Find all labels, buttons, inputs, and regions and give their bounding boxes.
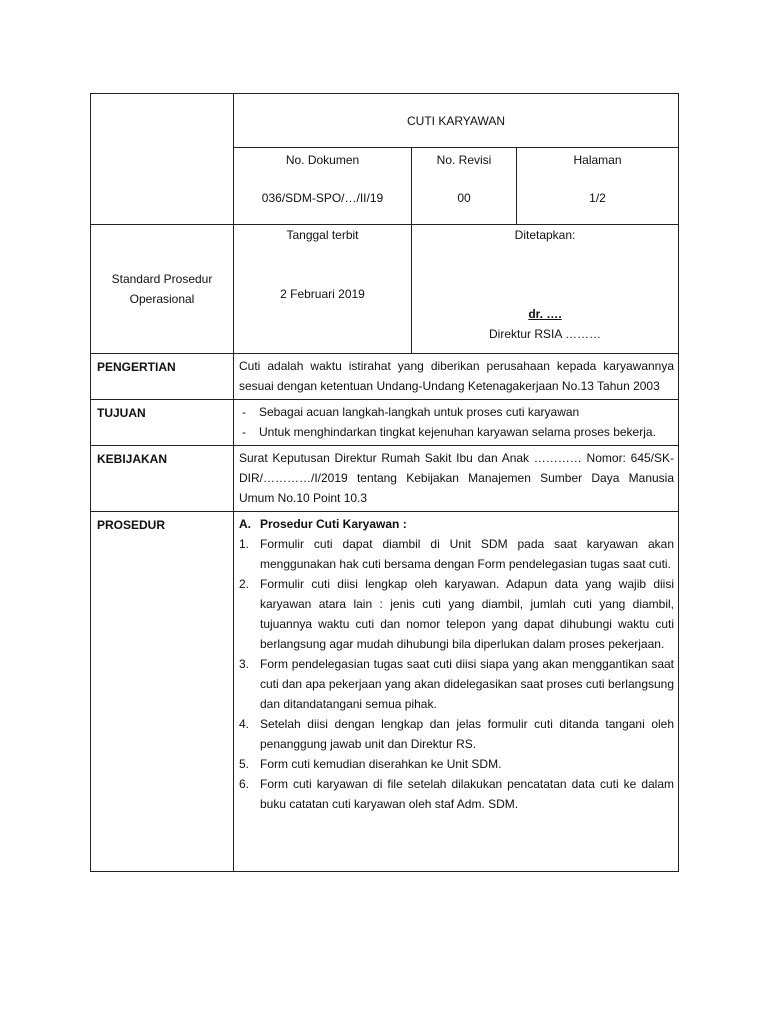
tujuan-item-1: Sebagai acuan langkah-langkah untuk proses cuti karyawan [259, 405, 580, 419]
step-number: 4. [239, 717, 250, 731]
signer-title: Direktur RSIA ……… [488, 327, 602, 341]
ditetapkan-cell [412, 225, 679, 354]
kebijakan-row [91, 446, 679, 512]
tujuan-row [91, 400, 679, 446]
pengertian-label: PENGERTIAN [91, 354, 234, 400]
no-dokumen-value: 036/SDM-SPO/…/II/19 [261, 191, 384, 205]
tujuan-list [234, 400, 679, 446]
sop-table [90, 93, 679, 872]
halaman-cell [517, 148, 679, 225]
list-item [239, 774, 674, 814]
logo-cell [91, 94, 234, 225]
tanggal-terbit-label: Tanggal terbit [286, 228, 359, 242]
halaman-label: Halaman [573, 153, 622, 167]
tanggal-terbit-cell [234, 225, 412, 354]
step-number: 2. [239, 577, 250, 591]
doc-type-line-1: Standard Prosedur [111, 272, 213, 286]
section-title: Prosedur Cuti Karyawan : [260, 517, 407, 531]
tujuan-item-2: Untuk menghindarkan tingkat kejenuhan karyawan selama proses bekerja. [259, 425, 656, 439]
prosedur-row [91, 512, 679, 872]
dash-bullet: - [242, 405, 246, 419]
no-revisi-value: 00 [457, 191, 471, 205]
prosedur-step-4: Setelah diisi dengan lengkap dan jelas formulir cuti ditanda tangani oleh penanggung jawab unit dan Direktur RS. [260, 717, 675, 751]
tanggal-terbit-value: 2 Februari 2019 [280, 287, 365, 301]
title-row [91, 94, 679, 148]
step-number: 5. [239, 757, 250, 771]
list-item [239, 402, 674, 422]
kebijakan-label: KEBIJAKAN [91, 446, 234, 512]
prosedur-step-2: Formulir cuti diisi lengkap oleh karyawan. Adapun data yang wajib diisi karyawan atara lain : jenis cuti yang diambil, jumlah cuti yang diambil, tujuannya waktu cuti dan nomor telepon yang dapat dihubungi waktu cuti berlangsung agar mudah dihubungi bila diperlukan dalam proses pekerjaan. [260, 577, 675, 651]
section-marker: A. [239, 517, 251, 531]
prosedur-section-heading [239, 514, 674, 534]
list-item [239, 714, 674, 754]
list-item [239, 422, 674, 442]
doc-type-cell [91, 225, 234, 354]
prosedur-content [234, 512, 679, 872]
no-revisi-cell [412, 148, 517, 225]
prosedur-label: PROSEDUR [91, 512, 234, 872]
signer-name: dr. …. [528, 307, 562, 321]
prosedur-step-5: Form cuti kemudian diserahkan ke Unit SDM. [260, 757, 502, 771]
step-number: 1. [239, 537, 250, 551]
tujuan-label: TUJUAN [91, 400, 234, 446]
document-title: CUTI KARYAWAN [234, 94, 679, 148]
no-dokumen-cell [234, 148, 412, 225]
step-number: 6. [239, 777, 250, 791]
sop-document [90, 93, 678, 899]
pengertian-row [91, 354, 679, 400]
prosedur-step-6: Form cuti karyawan di file setelah dilakukan pencatatan data cuti ke dalam buku catatan cuti karyawan oleh staf Adm. SDM. [260, 777, 675, 811]
issue-row [91, 225, 679, 354]
dash-bullet: - [242, 425, 246, 439]
list-item [239, 754, 674, 774]
kebijakan-text: Surat Keputusan Direktur Rumah Sakit Ibu dan Anak ………… Nomor: 645/SK-DIR/…………/I/2019 tentang Kebijakan Manajemen Sumber Daya Manusia Umum No.10 Point 10.3 [234, 446, 679, 512]
step-number: 3. [239, 657, 250, 671]
list-item [239, 654, 674, 714]
prosedur-step-1: Formulir cuti dapat diambil di Unit SDM pada saat karyawan akan menggunakan hak cuti bersama dengan Form pendelegasian tugas saat cuti. [260, 537, 675, 571]
list-item [239, 574, 674, 654]
no-revisi-label: No. Revisi [436, 153, 492, 167]
halaman-value: 1/2 [589, 191, 606, 205]
no-dokumen-label: No. Dokumen [285, 153, 360, 167]
doc-type-line-2: Operasional [129, 292, 195, 306]
prosedur-step-3: Form pendelegasian tugas saat cuti diisi siapa yang akan menggantikan saat cuti dan apa pekerjaan yang akan didelegasikan saat proses cuti berlangsung dan ditandatangani semua pihak. [260, 657, 675, 711]
list-item [239, 534, 674, 574]
ditetapkan-label: Ditetapkan: [514, 228, 576, 242]
pengertian-text: Cuti adalah waktu istirahat yang diberikan perusahaan kepada karyawannya sesuai dengan ketentuan Undang-Undang Ketenagakerjaan No.13 Tahun 2003 [234, 354, 679, 400]
